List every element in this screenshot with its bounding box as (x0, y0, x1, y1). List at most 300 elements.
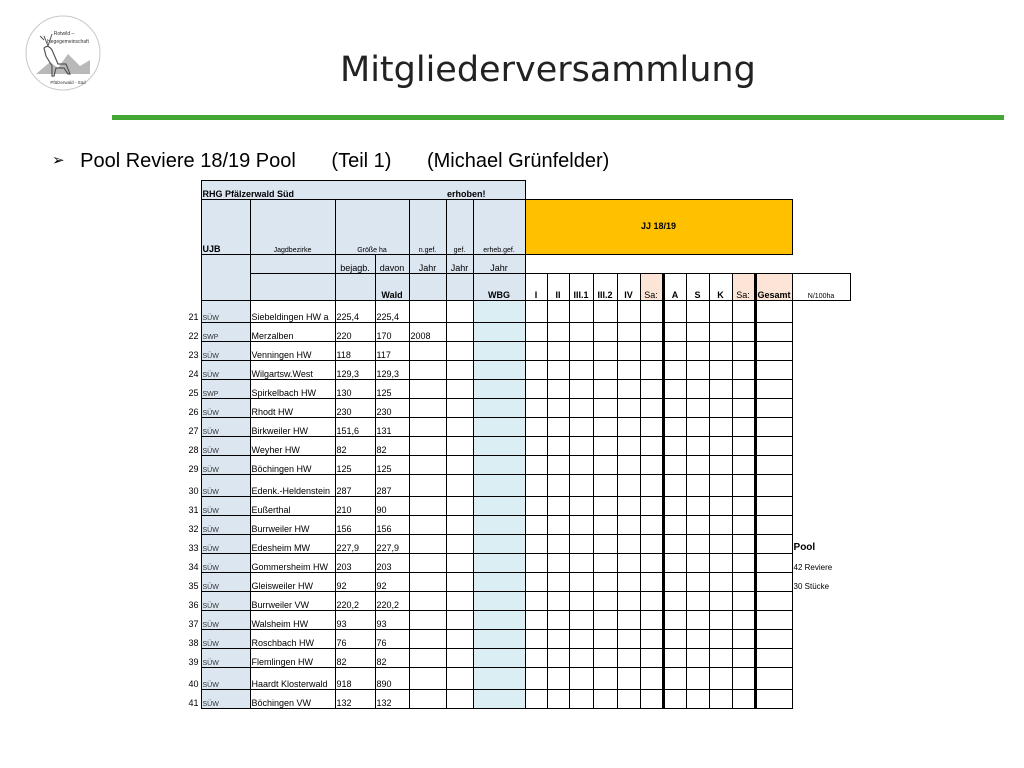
row-class-cell (640, 554, 663, 573)
row-class-cell (663, 554, 686, 573)
row-davon: 203 (375, 554, 409, 573)
class-III1: III.1 (569, 274, 593, 301)
table-row (182, 649, 850, 668)
row-class-cell (547, 668, 569, 690)
svg-text:Rotwild –: Rotwild – (53, 31, 75, 37)
row-ujb: SÜW (201, 342, 250, 361)
row-bejagb: 227,9 (335, 535, 375, 554)
row-number: 24 (188, 369, 199, 380)
row-jagdbezirk: Eußerthal (250, 497, 335, 516)
row-class-cell (709, 380, 732, 399)
row-class-cell (709, 301, 732, 323)
row-class-cell (569, 592, 593, 611)
row-jahr (409, 690, 446, 709)
row-class-cell (617, 399, 640, 418)
row-class-cell (593, 611, 617, 630)
row-bejagb: 203 (335, 554, 375, 573)
row-class-cell (755, 554, 792, 573)
row-class-cell (640, 535, 663, 554)
row-class-cell (755, 342, 792, 361)
row-class-cell (617, 554, 640, 573)
row-bejagb: 151,6 (335, 418, 375, 437)
row-ujb: SÜW (201, 399, 250, 418)
row-number: 40 (188, 679, 199, 690)
side-cell (792, 301, 850, 323)
row-gef (446, 611, 473, 630)
row-class-cell (617, 668, 640, 690)
row-gef (446, 399, 473, 418)
row-class-cell (709, 690, 732, 709)
row-gef (446, 301, 473, 323)
row-bejagb: 156 (335, 516, 375, 535)
row-class-cell (732, 301, 755, 323)
row-class-cell (569, 380, 593, 399)
row-class-cell (569, 399, 593, 418)
row-jahr (409, 380, 446, 399)
row-class-cell (593, 380, 617, 399)
row-class-cell (569, 611, 593, 630)
ujb-header: UJB (201, 200, 250, 255)
row-davon: 287 (375, 475, 409, 497)
row-class-cell (640, 301, 663, 323)
row-bejagb: 230 (335, 399, 375, 418)
row-jahr (409, 418, 446, 437)
row-ujb: SÜW (201, 573, 250, 592)
row-class-cell (686, 301, 709, 323)
pool-table (182, 180, 851, 709)
row-wbg (473, 516, 525, 535)
row-class-cell (755, 573, 792, 592)
row-class-cell (569, 630, 593, 649)
side-cell (792, 690, 850, 709)
row-class-cell (755, 475, 792, 497)
row-class-cell (547, 592, 569, 611)
row-class-cell (663, 475, 686, 497)
row-class-cell (755, 668, 792, 690)
class-III2: III.2 (593, 274, 617, 301)
row-class-cell (663, 611, 686, 630)
row-class-cell (617, 456, 640, 475)
row-class-cell (663, 437, 686, 456)
row-number: 29 (188, 464, 199, 475)
row-class-cell (686, 456, 709, 475)
row-class-cell (547, 475, 569, 497)
row-ujb: SÜW (201, 668, 250, 690)
row-class-cell (640, 649, 663, 668)
row-jagdbezirk: Böchingen VW (250, 690, 335, 709)
page-title: Mitgliederversammlung (340, 50, 756, 90)
row-gef (446, 516, 473, 535)
row-jahr (409, 630, 446, 649)
row-jagdbezirk: Roschbach HW (250, 630, 335, 649)
gef-header: gef. (446, 200, 473, 255)
row-class-cell (640, 399, 663, 418)
row-number: 26 (188, 407, 199, 418)
row-class-cell (663, 649, 686, 668)
row-class-cell (640, 475, 663, 497)
row-number: 41 (188, 698, 199, 709)
row-class-cell (686, 573, 709, 592)
row-gef (446, 668, 473, 690)
row-ujb: SÜW (201, 361, 250, 380)
row-jahr (409, 475, 446, 497)
row-number: 23 (188, 350, 199, 361)
org-label: RHG Pfälzerwald Süd (201, 181, 409, 200)
row-jagdbezirk: Haardt Klosterwald (250, 668, 335, 690)
row-class-cell (640, 323, 663, 342)
row-davon: 156 (375, 516, 409, 535)
row-class-cell (663, 418, 686, 437)
row-class-cell (663, 516, 686, 535)
row-class-cell (617, 535, 640, 554)
header-row-2 (182, 200, 850, 255)
row-jahr (409, 668, 446, 690)
row-class-cell (569, 535, 593, 554)
row-number: 39 (188, 657, 199, 668)
row-davon: 82 (375, 437, 409, 456)
row-gef (446, 535, 473, 554)
side-cell (792, 437, 850, 456)
row-class-cell (732, 592, 755, 611)
bejagb-header: bejagb. (335, 255, 375, 274)
row-class-cell (663, 592, 686, 611)
row-jahr (409, 342, 446, 361)
row-jahr (409, 437, 446, 456)
row-class-cell (755, 630, 792, 649)
row-number: 33 (188, 543, 199, 554)
row-jagdbezirk: Venningen HW (250, 342, 335, 361)
row-class-cell (547, 380, 569, 399)
row-jahr (409, 535, 446, 554)
row-class-cell (593, 690, 617, 709)
row-class-cell (732, 418, 755, 437)
row-class-cell (547, 301, 569, 323)
row-class-cell (640, 516, 663, 535)
row-class-cell (686, 516, 709, 535)
row-wbg (473, 573, 525, 592)
side-cell (792, 475, 850, 497)
row-gef (446, 380, 473, 399)
row-jagdbezirk: Edenk.-Heldenstein (250, 475, 335, 497)
table-row (182, 475, 850, 497)
side-cell (792, 418, 850, 437)
row-class-cell (617, 475, 640, 497)
row-ujb: SÜW (201, 475, 250, 497)
table-row (182, 437, 850, 456)
row-class-cell (732, 475, 755, 497)
row-jahr (409, 301, 446, 323)
class-I: I (525, 274, 547, 301)
side-note-stuecke: 30 Stücke (793, 582, 830, 592)
row-class-cell (547, 649, 569, 668)
row-number: 28 (188, 445, 199, 456)
row-class-cell (525, 361, 547, 380)
row-number: 38 (188, 638, 199, 649)
row-jahr (409, 554, 446, 573)
row-wbg (473, 361, 525, 380)
table-row (182, 361, 850, 380)
row-class-cell (525, 437, 547, 456)
row-class-cell (732, 516, 755, 535)
row-number: 22 (188, 331, 199, 342)
row-wbg (473, 497, 525, 516)
row-class-cell (640, 418, 663, 437)
row-davon: 131 (375, 418, 409, 437)
row-class-cell (686, 611, 709, 630)
row-class-cell (617, 649, 640, 668)
row-jagdbezirk: Walsheim HW (250, 611, 335, 630)
row-davon: 90 (375, 497, 409, 516)
row-wbg (473, 592, 525, 611)
row-class-cell (525, 611, 547, 630)
row-gef (446, 497, 473, 516)
row-jagdbezirk: Wilgartsw.West (250, 361, 335, 380)
row-class-cell (663, 380, 686, 399)
row-jagdbezirk: Böchingen HW (250, 456, 335, 475)
row-class-cell (686, 592, 709, 611)
row-class-cell (732, 361, 755, 380)
row-gef (446, 649, 473, 668)
row-class-cell (755, 301, 792, 323)
row-class-cell (709, 323, 732, 342)
row-class-cell (640, 592, 663, 611)
row-jahr (409, 592, 446, 611)
row-wbg (473, 399, 525, 418)
row-class-cell (569, 516, 593, 535)
row-class-cell (686, 437, 709, 456)
row-class-cell (593, 361, 617, 380)
row-class-cell (593, 475, 617, 497)
row-class-cell (663, 361, 686, 380)
row-class-cell (569, 323, 593, 342)
row-class-cell (569, 437, 593, 456)
row-jahr (409, 573, 446, 592)
row-davon: 129,3 (375, 361, 409, 380)
row-davon: 93 (375, 611, 409, 630)
row-class-cell (709, 342, 732, 361)
side-cell (792, 497, 850, 516)
row-class-cell (569, 554, 593, 573)
row-ujb: SÜW (201, 456, 250, 475)
row-class-cell (547, 418, 569, 437)
row-class-cell (663, 535, 686, 554)
row-class-cell (547, 554, 569, 573)
row-class-cell (547, 456, 569, 475)
row-class-cell (593, 399, 617, 418)
row-class-cell (709, 456, 732, 475)
side-cell (792, 649, 850, 668)
row-class-cell (732, 649, 755, 668)
table-row (182, 399, 850, 418)
row-class-cell (617, 301, 640, 323)
row-class-cell (640, 630, 663, 649)
sum-2: Sa: (732, 274, 755, 301)
row-class-cell (709, 437, 732, 456)
row-bejagb: 82 (335, 437, 375, 456)
table-row (182, 516, 850, 535)
subtitle-part2: (Teil 1) (331, 150, 392, 172)
row-class-cell (593, 323, 617, 342)
row-class-cell (547, 611, 569, 630)
row-wbg (473, 437, 525, 456)
row-class-cell (547, 399, 569, 418)
header-row-1 (182, 181, 850, 200)
row-ujb: SÜW (201, 649, 250, 668)
row-class-cell (755, 399, 792, 418)
row-class-cell (547, 535, 569, 554)
row-class-cell (755, 690, 792, 709)
row-class-cell (525, 323, 547, 342)
row-ujb: SWP (201, 323, 250, 342)
class-IV: IV (617, 274, 640, 301)
row-wbg (473, 690, 525, 709)
row-davon: 82 (375, 649, 409, 668)
row-wbg (473, 554, 525, 573)
row-class-cell (569, 418, 593, 437)
row-class-cell (569, 649, 593, 668)
row-class-cell (593, 497, 617, 516)
row-class-cell (686, 342, 709, 361)
row-bejagb: 132 (335, 690, 375, 709)
row-class-cell (617, 361, 640, 380)
side-cell (792, 630, 850, 649)
row-class-cell (525, 380, 547, 399)
row-class-cell (755, 497, 792, 516)
row-class-cell (617, 630, 640, 649)
row-jahr (409, 611, 446, 630)
row-class-cell (686, 649, 709, 668)
row-class-cell (640, 690, 663, 709)
subtitle (52, 150, 639, 173)
svg-text:Hegegemeinschaft: Hegegemeinschaft (47, 39, 89, 45)
row-number: 25 (188, 388, 199, 399)
row-class-cell (569, 456, 593, 475)
row-class-cell (732, 690, 755, 709)
row-class-cell (593, 573, 617, 592)
row-jagdbezirk: Merzalben (250, 323, 335, 342)
side-cell (792, 611, 850, 630)
row-jagdbezirk: Gommersheim HW (250, 554, 335, 573)
row-class-cell (709, 535, 732, 554)
table-row (182, 301, 850, 323)
gesamt-header: Gesamt (755, 274, 792, 301)
row-bejagb: 130 (335, 380, 375, 399)
row-class-cell (525, 399, 547, 418)
row-jagdbezirk: Edesheim MW (250, 535, 335, 554)
row-wbg (473, 535, 525, 554)
row-davon: 117 (375, 342, 409, 361)
subtitle-part1: Pool Reviere 18/19 Pool (80, 150, 296, 172)
row-ujb: SÜW (201, 418, 250, 437)
row-jagdbezirk: Siebeldingen HW a (250, 301, 335, 323)
row-class-cell (732, 342, 755, 361)
row-wbg (473, 611, 525, 630)
row-class-cell (709, 630, 732, 649)
table-row (182, 592, 850, 611)
row-davon: 170 (375, 323, 409, 342)
row-class-cell (617, 497, 640, 516)
row-class-cell (755, 611, 792, 630)
row-bejagb: 76 (335, 630, 375, 649)
table-row (182, 668, 850, 690)
row-wbg (473, 475, 525, 497)
row-jahr (409, 649, 446, 668)
row-bejagb: 220,2 (335, 592, 375, 611)
ngef-header: n.gef. (409, 200, 446, 255)
row-class-cell (709, 418, 732, 437)
row-class-cell (525, 535, 547, 554)
row-class-cell (525, 516, 547, 535)
row-class-cell (732, 630, 755, 649)
table-row (182, 573, 850, 592)
row-jahr (409, 497, 446, 516)
row-jahr (409, 456, 446, 475)
row-class-cell (617, 380, 640, 399)
row-class-cell (593, 535, 617, 554)
row-gef (446, 323, 473, 342)
row-class-cell (640, 342, 663, 361)
row-ujb: SÜW (201, 690, 250, 709)
row-davon: 132 (375, 690, 409, 709)
row-class-cell (617, 418, 640, 437)
row-wbg (473, 380, 525, 399)
jahr-header-2: Jahr (446, 255, 473, 274)
row-class-cell (640, 361, 663, 380)
row-class-cell (686, 323, 709, 342)
row-class-cell (732, 437, 755, 456)
table-row (182, 497, 850, 516)
class-S: S (686, 274, 709, 301)
row-ujb: SÜW (201, 611, 250, 630)
row-class-cell (593, 516, 617, 535)
row-number: 27 (188, 426, 199, 437)
table-row (182, 323, 850, 342)
row-class-cell (525, 649, 547, 668)
row-gef (446, 418, 473, 437)
table-row (182, 342, 850, 361)
row-number: 36 (188, 600, 199, 611)
row-gef (446, 690, 473, 709)
row-gef (446, 475, 473, 497)
row-davon: 220,2 (375, 592, 409, 611)
row-class-cell (525, 554, 547, 573)
row-jahr: 2008 (409, 323, 446, 342)
row-class-cell (709, 475, 732, 497)
row-bejagb: 92 (335, 573, 375, 592)
row-class-cell (686, 361, 709, 380)
row-jagdbezirk: Burrweiler HW (250, 516, 335, 535)
table-row (182, 418, 850, 437)
row-jagdbezirk: Gleisweiler HW (250, 573, 335, 592)
row-wbg (473, 301, 525, 323)
row-class-cell (547, 630, 569, 649)
row-bejagb: 93 (335, 611, 375, 630)
row-gef (446, 573, 473, 592)
row-davon: 227,9 (375, 535, 409, 554)
row-ujb: SWP (201, 380, 250, 399)
row-class-cell (547, 497, 569, 516)
row-class-cell (593, 418, 617, 437)
row-class-cell (525, 690, 547, 709)
row-wbg (473, 668, 525, 690)
row-class-cell (755, 592, 792, 611)
side-cell (792, 361, 850, 380)
row-wbg (473, 456, 525, 475)
row-davon: 225,4 (375, 301, 409, 323)
row-davon: 230 (375, 399, 409, 418)
row-class-cell (755, 516, 792, 535)
row-class-cell (755, 456, 792, 475)
